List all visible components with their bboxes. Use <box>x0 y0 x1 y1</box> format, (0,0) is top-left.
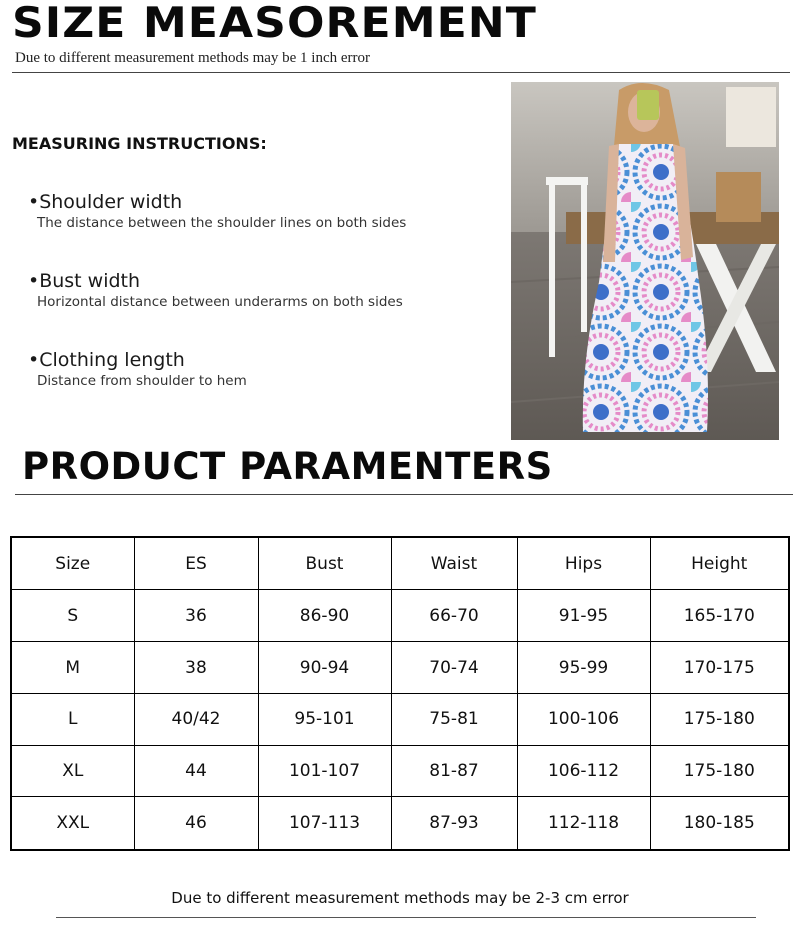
table-cell: 38 <box>134 642 258 694</box>
bottom-divider <box>56 917 756 918</box>
table-cell: 36 <box>134 590 258 642</box>
table-cell: 180-185 <box>650 797 789 850</box>
measurement-error-note: Due to different measurement methods may be 1 inch error <box>15 50 371 66</box>
table-cell: 70-74 <box>391 642 517 694</box>
product-parameters-title: PRODUCT PARAMENTERS <box>22 445 553 488</box>
table-cell: 66-70 <box>391 590 517 642</box>
size-measurement-title: SIZE MEASOREMENT <box>12 0 537 47</box>
table-cell: 87-93 <box>391 797 517 850</box>
table-cell: L <box>11 693 134 745</box>
table-row <box>11 590 789 642</box>
table-cell: 46 <box>134 797 258 850</box>
measure-item-label: •Clothing length <box>28 349 185 371</box>
header-cell: Bust <box>258 537 391 590</box>
table-cell: 81-87 <box>391 745 517 797</box>
table-header-row <box>11 537 789 590</box>
table-cell: S <box>11 590 134 642</box>
table-cell: XXL <box>11 797 134 850</box>
measure-item-bust <box>28 270 403 310</box>
header-cell: Waist <box>391 537 517 590</box>
table-row <box>11 642 789 694</box>
header-cell: ES <box>134 537 258 590</box>
model-dress-illustration <box>511 82 779 440</box>
table-cell: 90-94 <box>258 642 391 694</box>
size-table <box>10 536 790 851</box>
table-cell: 95-99 <box>517 642 650 694</box>
phone <box>637 90 659 120</box>
table-cell: 175-180 <box>650 745 789 797</box>
measure-item-shoulder <box>28 191 406 231</box>
table-cell: 170-175 <box>650 642 789 694</box>
table-cell: 91-95 <box>517 590 650 642</box>
table-cell: 107-113 <box>258 797 391 850</box>
measure-item-desc: Horizontal distance between underarms on both sides <box>37 294 403 310</box>
middle-divider <box>15 494 793 495</box>
table-row <box>11 797 789 850</box>
table-row <box>11 745 789 797</box>
table-cell: 75-81 <box>391 693 517 745</box>
measure-item-desc: Distance from shoulder to hem <box>37 373 247 389</box>
top-divider <box>12 72 790 73</box>
table-cell: 100-106 <box>517 693 650 745</box>
table-cell: 106-112 <box>517 745 650 797</box>
header-cell: Hips <box>517 537 650 590</box>
table-cell: 40/42 <box>134 693 258 745</box>
measure-item-label: •Bust width <box>28 270 141 292</box>
table-cell: 101-107 <box>258 745 391 797</box>
table-cell: 44 <box>134 745 258 797</box>
product-photo <box>511 82 779 440</box>
table-cell: 95-101 <box>258 693 391 745</box>
table-cell: 86-90 <box>258 590 391 642</box>
footer-error-note: Due to different measurement methods may be 2-3 cm error <box>171 889 629 907</box>
measure-item-desc: The distance between the shoulder lines on both sides <box>37 215 407 231</box>
header-cell: Size <box>11 537 134 590</box>
measure-item-label: •Shoulder width <box>28 191 183 213</box>
header-cell: Height <box>650 537 789 590</box>
measure-item-length <box>28 349 247 389</box>
table-cell: M <box>11 642 134 694</box>
table-cell: 112-118 <box>517 797 650 850</box>
table-cell: 175-180 <box>650 693 789 745</box>
table-cell: XL <box>11 745 134 797</box>
table-row <box>11 693 789 745</box>
measuring-instructions-heading: MEASURING INSTRUCTIONS: <box>12 134 267 153</box>
table-cell: 165-170 <box>650 590 789 642</box>
